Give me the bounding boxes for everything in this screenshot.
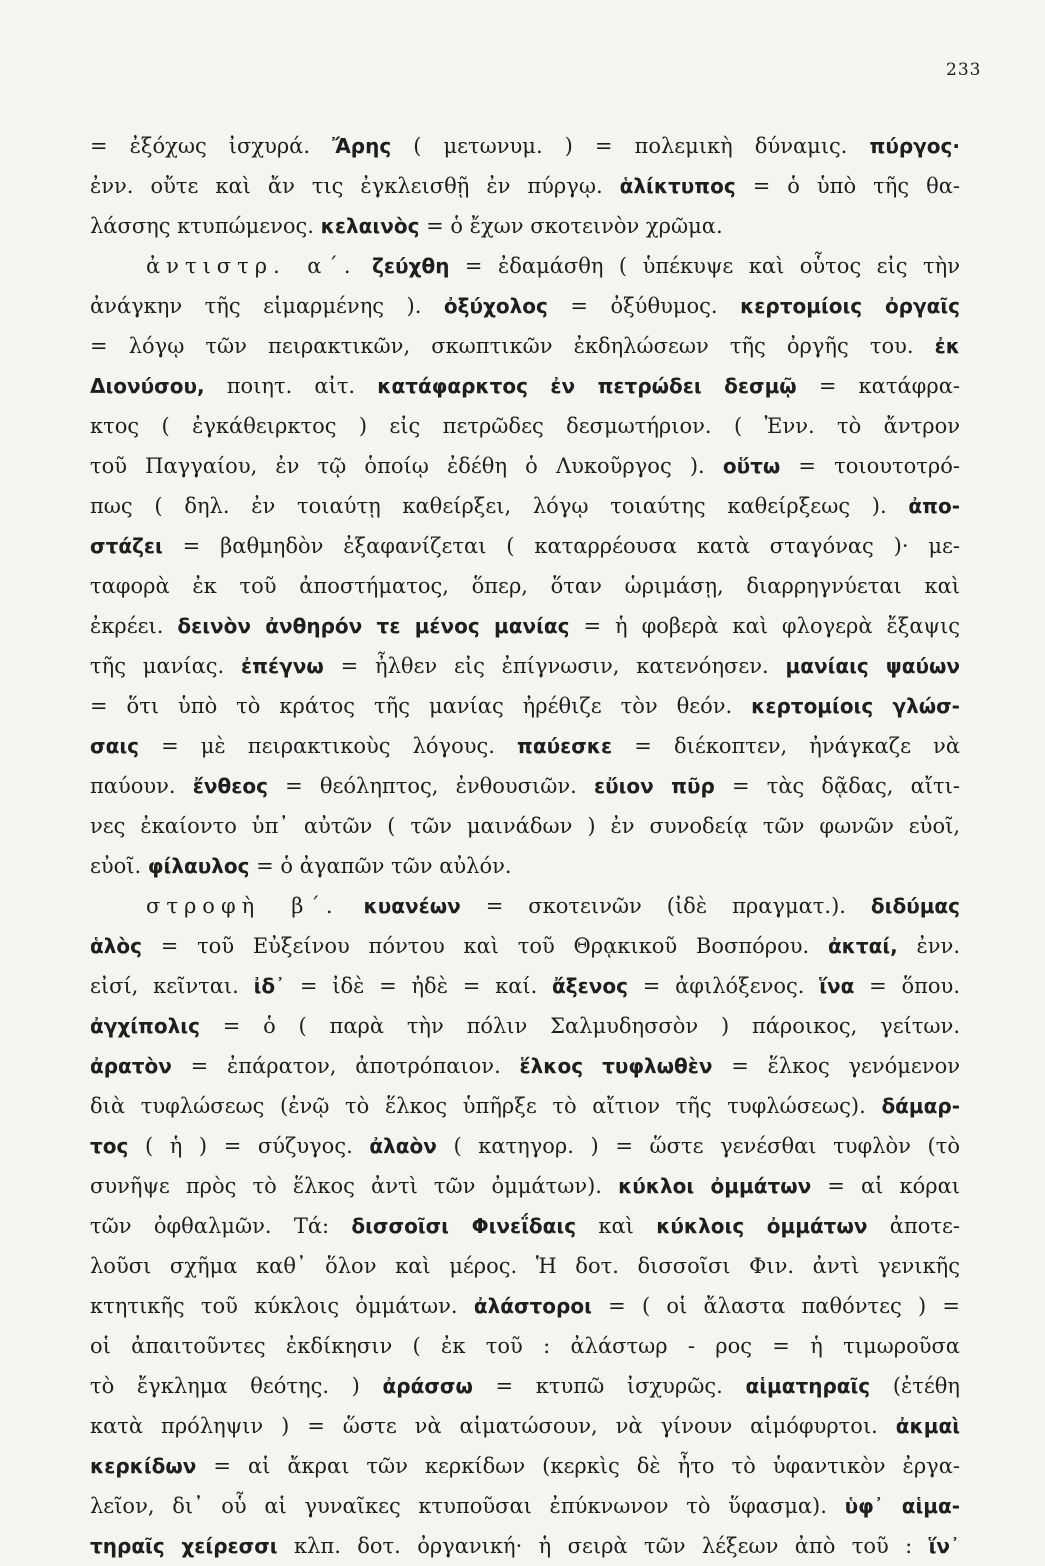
gloss-text: = ἦλθεν εἰς ἐπίγνωσιν, κατενόησεν. [323, 654, 786, 678]
lemma-term: εὔιον πῦρ [593, 774, 715, 798]
lemma-term: διδύμας [870, 894, 960, 918]
gloss-text: εὐοῖ. [90, 854, 148, 878]
text-line [90, 846, 960, 886]
gloss-text: ( κατηγορ. ) = ὥστε γενέσθαι τυφλὸν (τὸ [436, 1134, 960, 1158]
section-heading: στροφὴ β΄. [146, 894, 339, 918]
text-line [90, 1326, 960, 1366]
gloss-text: κλπ. δοτ. ὀργανική· ἡ σειρὰ τῶν λέξεων ἀπὸ τοῦ : [277, 1534, 929, 1558]
gloss-text: = λόγῳ τῶν πειρακτικῶν, σκωπτικῶν ἐκδηλώσεων τῆς ὀργῆς του. [90, 334, 935, 358]
gloss-text: = θεόληπτος, ἐνθουσιῶν. [267, 774, 594, 798]
lemma-term: ἔνθεος [192, 774, 268, 798]
gloss-text: τῶν ὀφθαλμῶν. Τά: [90, 1214, 352, 1238]
text-line [90, 1486, 960, 1526]
page-number: 233 [946, 60, 982, 80]
gloss-text: εἰσί, κεῖνται. [90, 974, 254, 998]
gloss-text: = ὁ ὑπὸ τῆς θα- [735, 174, 960, 198]
text-line [90, 686, 960, 726]
text-line [90, 966, 960, 1006]
gloss-text: νες ἐκαίοντο ὑπ᾿ αὐτῶν ( τῶν μαινάδων ) ἐν συνοδείᾳ τῶν φωνῶν εὐοῖ, [90, 814, 960, 838]
gloss-text [339, 894, 364, 918]
gloss-text: οἱ ἀπαιτοῦντες ἐκδίκησιν ( ἐκ τοῦ : ἀλάστωρ - ρος = ἡ τιμωροῦσα [90, 1334, 960, 1358]
lemma-term: ἀρατὸν [90, 1054, 172, 1078]
gloss-text: τοῦ Παγγαίου, ἐν τῷ ὁποίῳ ἐδέθη ὁ Λυκοῦργος ). [90, 454, 723, 478]
gloss-text: ταφορὰ ἐκ τοῦ ἀποστήματος, ὅπερ, ὅταν ὡριμάσῃ, διαρρηγνύεται καὶ [90, 574, 960, 598]
lemma-term: ἵνα [819, 974, 855, 998]
lemma-term: ἀκταί, [827, 934, 898, 958]
text-line [90, 806, 960, 846]
gloss-text: = ἕλκος γενόμενον [712, 1054, 960, 1078]
lemma-term: δάμαρ- [881, 1094, 960, 1118]
lemma-term: ἀράσσω [382, 1374, 473, 1398]
lemma-term: σαις [90, 734, 139, 758]
text-line [90, 1246, 960, 1286]
lemma-term: κυανέων [363, 894, 461, 918]
lemma-term: ἀλαὸν [369, 1134, 437, 1158]
lemma-term: ἵν᾿ [928, 1534, 960, 1558]
lemma-term: ἐπέγνω [241, 654, 324, 678]
gloss-text: ποιητ. αἰτ. [204, 374, 378, 398]
gloss-text: = μὲ πειρακτικοὺς λόγους. [138, 734, 518, 758]
lemma-term: ἁλὸς [90, 934, 142, 958]
gloss-text: ( ἡ ) = σύζυγος. [128, 1134, 370, 1158]
lemma-term: στάζει [90, 534, 163, 558]
gloss-text: = σκοτεινῶν (ἰδὲ πραγματ.). [460, 894, 871, 918]
text-line [90, 526, 960, 566]
gloss-text: κτητικῆς τοῦ κύκλοις ὀμμάτων. [90, 1294, 474, 1318]
text-line [90, 366, 960, 406]
gloss-text: παύουν. [90, 774, 193, 798]
lemma-term: πύργος· [869, 134, 960, 158]
lemma-term: κύκλοις ὀμμάτων [656, 1214, 868, 1238]
text-line [90, 126, 960, 166]
lemma-term: ἀλάστοροι [473, 1294, 592, 1318]
gloss-text: ( μετωνυμ. ) = πολεμικὴ δύναμις. [391, 134, 870, 158]
text-line [90, 1366, 960, 1406]
gloss-text: = ὁ ( παρὰ τὴν πόλιν Σαλμυδησσὸν ) πάροικος, γείτων. [199, 1014, 960, 1038]
gloss-text [357, 254, 372, 278]
lemma-term: δισσοῖσι Φινεΐδαις [351, 1214, 577, 1238]
gloss-text: κτος ( ἐγκάθειρκτος ) εἰς πετρῶδες δεσμωτήριον. ( Ἐνν. τὸ ἄντρον [90, 414, 960, 438]
text-line [90, 1086, 960, 1126]
gloss-text: = βαθμηδὸν ἐξαφανίζεται ( καταρρέουσα κατὰ σταγόνας )· με- [162, 534, 960, 558]
lemma-term: κερκίδων [90, 1454, 197, 1478]
gloss-text: λεῖον, δι᾿ οὗ αἱ γυναῖκες κτυποῦσαι ἐπύκνωνον τὸ ὕφασμα). [90, 1494, 845, 1518]
lemma-term: ἀκμαὶ [895, 1414, 960, 1438]
text-line [90, 166, 960, 206]
gloss-text: = κατάφρα- [796, 374, 960, 398]
lemma-term: κερτομίοις γλώσ- [751, 694, 960, 718]
text-line [90, 486, 960, 526]
lemma-term: οὕτω [722, 454, 781, 478]
text-line [90, 1006, 960, 1046]
text-line [90, 1126, 960, 1166]
text-line [90, 206, 960, 246]
text-line [90, 766, 960, 806]
text-line [90, 406, 960, 446]
gloss-text: κατὰ πρόληψιν ) = ὥστε νὰ αἱματώσουν, νὰ γίνουν αἱμόφυρτοι. [90, 1414, 896, 1438]
gloss-text: ἐνν. οὔτε καὶ ἄν τις ἐγκλεισθῇ ἐν πύργῳ. [90, 174, 620, 198]
gloss-text: = διέκοπτεν, ἠνάγκαζε νὰ [612, 734, 960, 758]
text-line [90, 1446, 960, 1486]
gloss-text: συνῆψε πρὸς τὸ ἕλκος ἀντὶ τῶν ὀμμάτων). [90, 1174, 619, 1198]
gloss-text: = τοῦ Εὐξείνου πόντου καὶ τοῦ Θρᾳκικοῦ Βοσπόρου. [142, 934, 828, 958]
lemma-term: ἁλίκτυπος [619, 174, 736, 198]
gloss-text: (ἐτέθη [870, 1374, 960, 1398]
text-line [90, 726, 960, 766]
gloss-text: = ἰδὲ = ἠδὲ = καί. [285, 974, 553, 998]
gloss-text: = αἱ κόραι [811, 1174, 960, 1198]
commentary-text [90, 126, 960, 1566]
gloss-text: = ὅπου. [854, 974, 960, 998]
text-line [90, 1286, 960, 1326]
text-line [90, 1166, 960, 1206]
gloss-text: ἐνν. [897, 934, 960, 958]
gloss-text: = ἐπάρατον, ἀποτρόπαιον. [171, 1054, 520, 1078]
gloss-text: = ἡ φοβερὰ καὶ φλογερὰ ἔξαψις [569, 614, 960, 638]
gloss-text: ἀνάγκην τῆς εἱμαρμένης ). [90, 294, 444, 318]
gloss-text: καὶ [576, 1214, 657, 1238]
gloss-text: = ἀφιλόξενος. [627, 974, 820, 998]
lemma-term: παύεσκε [517, 734, 613, 758]
text-line [90, 326, 960, 366]
lemma-term: ἕλκος τυφλωθὲν [519, 1054, 713, 1078]
gloss-text: λοῦσι σχῆμα καθ᾿ ὅλον καὶ μέρος. Ἡ δοτ. δισσοῖσι Φιν. ἀντὶ γενικῆς [90, 1254, 960, 1278]
lemma-term: ἄξενος [552, 974, 628, 998]
gloss-text: τῆς μανίας. [90, 654, 242, 678]
text-line [90, 1206, 960, 1246]
lemma-term: ὀξύχολος [443, 294, 548, 318]
gloss-text: = ὁ ἀγαπῶν τῶν αὐλόν. [249, 854, 512, 878]
text-line [90, 246, 960, 286]
lemma-term: ὑφ᾿ αἱμα- [844, 1494, 960, 1518]
gloss-text: = αἱ ἄκραι τῶν κερκίδων (κερκὶς δὲ ἦτο τὸ ὑφαντικὸν ἐργα- [196, 1454, 960, 1478]
text-line [90, 446, 960, 486]
gloss-text: = ἐδαμάσθη ( ὑπέκυψε καὶ οὗτος εἰς τὴν [449, 254, 960, 278]
lemma-term: κατάφαρκτος ἐν πετρώδει δεσμῷ [377, 374, 797, 398]
text-line [90, 926, 960, 966]
text-line [90, 1406, 960, 1446]
text-line [90, 1046, 960, 1086]
lemma-term: Διονύσου, [90, 374, 205, 398]
gloss-text: = τὰς δᾷδας, αἴτι- [714, 774, 960, 798]
lemma-term: κερτομίοις ὀργαῖς [740, 294, 960, 318]
gloss-text: πως ( δηλ. ἐν τοιαύτῃ καθείρξει, λόγῳ τοιαύτης καθείρξεως ). [90, 494, 909, 518]
lemma-term: ἀπο- [908, 494, 960, 518]
gloss-text: ἐκρέει. [90, 614, 178, 638]
text-line [90, 286, 960, 326]
lemma-term: ἰδ᾿ [253, 974, 286, 998]
lemma-term: κύκλοι ὀμμάτων [618, 1174, 812, 1198]
lemma-term: φίλαυλος [147, 854, 250, 878]
lemma-term: τηραῖς χείρεσσι [90, 1534, 278, 1558]
lemma-term: ἐκ [934, 334, 960, 358]
gloss-text: = ( οἱ ἄλαστα παθόντες ) = [591, 1294, 960, 1318]
gloss-text: = ἐξόχως ἰσχυρά. [90, 134, 333, 158]
lemma-term: κελαινὸς [320, 214, 420, 238]
gloss-text: = τοιουτοτρό- [780, 454, 960, 478]
lemma-term: Ἄρης [332, 134, 392, 158]
gloss-text: ἀποτε- [867, 1214, 960, 1238]
lemma-term: δεινὸν ἀνθηρόν τε μένος μανίας [177, 614, 570, 638]
gloss-text: = κτυπῶ ἰσχυρῶς. [472, 1374, 746, 1398]
gloss-text: = ὁ ἔχων σκοτεινὸν χρῶμα. [419, 214, 723, 238]
gloss-text: τὸ ἔγκλημα θεότης. ) [90, 1374, 383, 1398]
lemma-term: ἀγχίπολις [90, 1014, 200, 1038]
gloss-text: λάσσης κτυπώμενος. [90, 214, 321, 238]
text-line [90, 886, 960, 926]
text-line [90, 646, 960, 686]
gloss-text: = ὀξύθυμος. [547, 294, 741, 318]
section-heading: ἀντιστρ. α΄. [146, 254, 357, 278]
lemma-term: τος [90, 1134, 129, 1158]
text-line [90, 1526, 960, 1566]
lemma-term: αἱματηραῖς [745, 1374, 871, 1398]
text-line [90, 566, 960, 606]
lemma-term: ζεύχθη [372, 254, 450, 278]
gloss-text: διὰ τυφλώσεως (ἐνῷ τὸ ἕλκος ὑπῆρξε τὸ αἴτιον τῆς τυφλώσεως). [90, 1094, 882, 1118]
gloss-text: = ὅτι ὑπὸ τὸ κράτος τῆς μανίας ἠρέθιζε τὸν θεόν. [90, 694, 752, 718]
lemma-term: μανίαις ψαύων [785, 654, 960, 678]
text-line [90, 606, 960, 646]
